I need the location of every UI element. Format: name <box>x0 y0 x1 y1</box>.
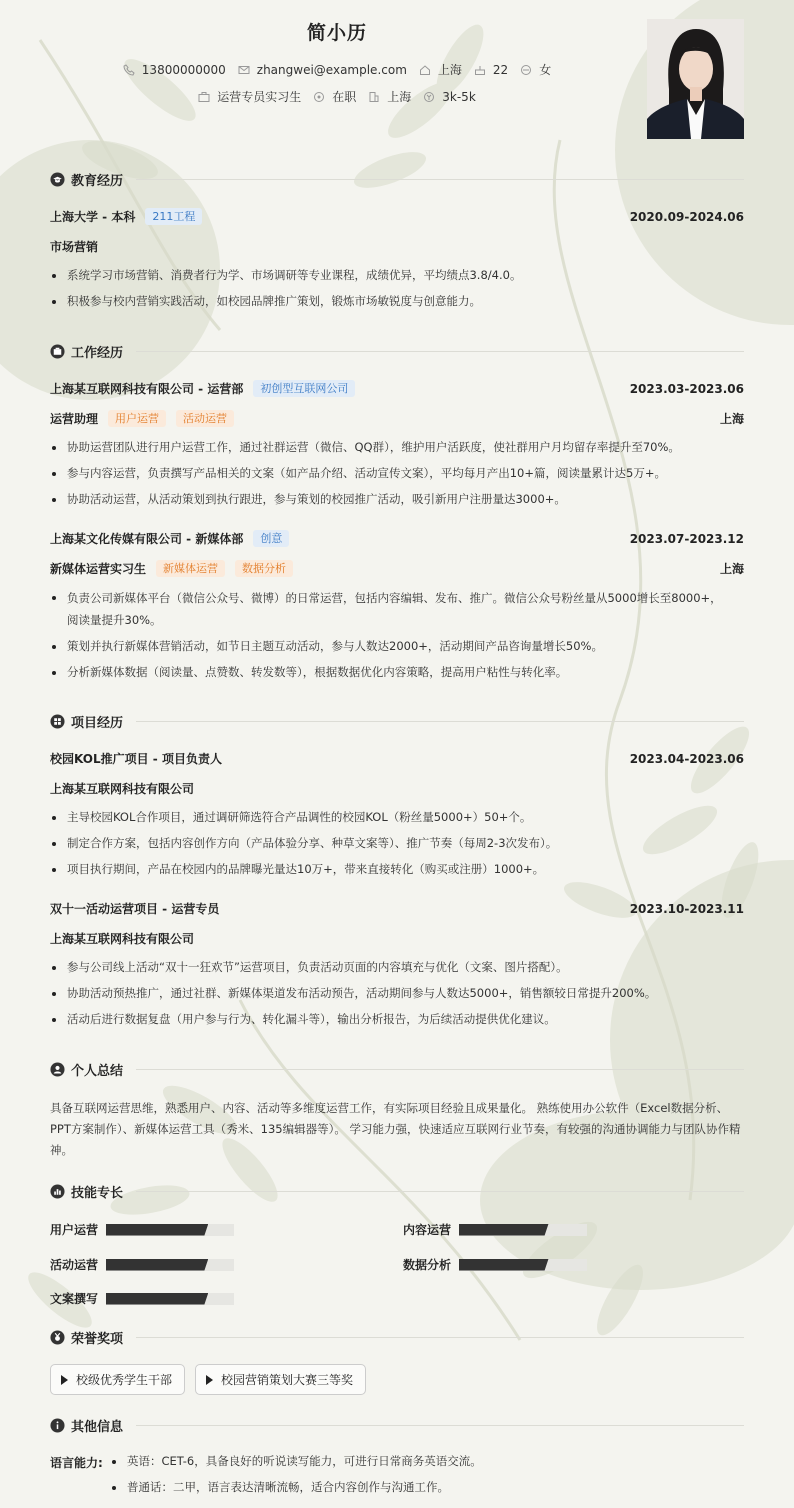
phone-text: 13800000000 <box>141 62 226 77</box>
list-item: 协助运营团队进行用户运营工作，通过社群运营（微信、QQ群），维护用户活跃度，使社群用户月均留存率提升至70%。 <box>50 436 730 459</box>
skill-fill <box>106 1259 208 1271</box>
list-item: 活动后进行数据复盘（用户参与行为、转化漏斗等），输出分析报告，为后续活动提供优化建议。 <box>50 1008 730 1031</box>
hometown-text: 上海 <box>437 63 462 77</box>
role-name: 运营助理 <box>50 412 99 426</box>
list-item: 积极参与校内营销实践活动，如校园品牌推广策划，锻炼市场敏锐度与创意能力。 <box>50 290 730 313</box>
skill-fill <box>106 1293 208 1305</box>
education-header-row <box>50 208 744 225</box>
company-tag: 初创型互联网公司 <box>253 380 355 397</box>
skill-label: 内容运营 <box>403 1223 452 1237</box>
status-item <box>313 88 356 105</box>
job-city: 上海 <box>719 562 744 576</box>
project-name: 校园KOL推广项目 - 项目负责人 <box>50 752 222 766</box>
summary-title-text: 个人总结 <box>71 1064 124 1079</box>
awards-title-text: 荣誉奖项 <box>71 1332 124 1347</box>
phone-item <box>123 63 226 77</box>
education-title-text: 教育经历 <box>71 174 124 189</box>
project-org-row <box>50 930 744 947</box>
skill-bar <box>106 1224 234 1236</box>
job-header-row <box>50 530 744 547</box>
awards-section-title <box>50 1328 123 1347</box>
list-item: 项目执行期间，产品在校园内的品牌曝光量达10万+，带来直接转化（购买或注册）1000+。 <box>50 858 730 881</box>
project-date: 2023.04-2023.06 <box>629 751 744 766</box>
skill-item <box>50 1256 234 1273</box>
cake-icon <box>474 64 486 76</box>
salary-text: 3k-5k <box>442 89 476 104</box>
skill-label: 活动运营 <box>50 1258 99 1272</box>
section-divider <box>136 1069 744 1070</box>
briefcase-icon <box>198 91 210 103</box>
company-name: 上海某互联网科技有限公司 - 运营部 <box>50 382 244 396</box>
hometown-item <box>419 61 462 78</box>
company-tag: 创意 <box>253 530 289 547</box>
list-item: 负责公司新媒体平台（微信公众号、微博）的日常运营，包括内容编辑、发布、推广。微信公众号粉丝量从5000增长至8000+，阅读量提升30%。 <box>50 586 730 632</box>
job-city: 上海 <box>719 412 744 426</box>
building-icon <box>368 91 380 103</box>
skill-bar <box>459 1259 587 1271</box>
project-bullets <box>50 806 730 884</box>
gender-text: 女 <box>539 63 552 77</box>
briefcase-section-icon <box>50 344 65 359</box>
skill-item <box>403 1221 587 1238</box>
status-text: 在职 <box>332 90 357 104</box>
summary-section-title <box>50 1060 123 1079</box>
age-text: 22 <box>492 62 509 77</box>
education-date: 2020.09-2024.06 <box>629 209 744 224</box>
work-title-text: 工作经历 <box>71 346 124 361</box>
section-divider <box>136 1337 744 1338</box>
role-row <box>50 560 744 577</box>
language-label: 语言能力: <box>50 1456 103 1470</box>
project-header-row <box>50 750 744 767</box>
major-name: 市场营销 <box>50 240 99 254</box>
grid-icon <box>50 714 65 729</box>
job-intent-row <box>0 88 674 105</box>
skill-label: 文案撰写 <box>50 1292 99 1306</box>
position-text: 运营专员实习生 <box>217 90 302 104</box>
play-icon <box>206 1375 213 1385</box>
skills-section-title <box>50 1182 123 1201</box>
role-tag: 活动运营 <box>176 410 234 427</box>
gender-icon <box>520 64 532 76</box>
education-section-title <box>50 170 123 189</box>
project-org-row <box>50 780 744 797</box>
company-name: 上海某文化传媒有限公司 - 新媒体部 <box>50 532 244 546</box>
project-bullets <box>50 956 730 1034</box>
list-item: 英语：CET-6，具备良好的听说读写能力，可进行日常商务英语交流。 <box>108 1450 708 1473</box>
school-tag: 211工程 <box>145 208 202 225</box>
user-icon <box>50 1062 65 1077</box>
section-divider <box>136 351 744 352</box>
list-item: 协助活动预热推广，通过社群、新媒体渠道发布活动预告，活动期间参与人数达5000+，销售额较日常提升200%。 <box>50 982 730 1005</box>
section-divider <box>136 721 744 722</box>
project-header-row <box>50 900 744 917</box>
skill-label: 用户运营 <box>50 1223 99 1237</box>
project-org: 上海某互联网科技有限公司 <box>50 782 195 796</box>
section-divider <box>136 1191 744 1192</box>
section-divider <box>136 1425 744 1426</box>
info-icon <box>50 1418 65 1433</box>
money-icon <box>423 91 435 103</box>
education-bullets <box>50 264 730 316</box>
role-tag: 数据分析 <box>235 560 293 577</box>
city-text: 上海 <box>387 90 412 104</box>
home-icon <box>419 64 431 76</box>
job-bullets <box>50 586 730 687</box>
list-item: 参与公司线上活动“双十一狂欢节”运营项目，负责活动页面的内容填充与优化（文案、图片搭配）。 <box>50 956 730 979</box>
project-date: 2023.10-2023.11 <box>629 901 744 916</box>
email-item <box>238 63 407 77</box>
job-date: 2023.07-2023.12 <box>629 531 744 546</box>
list-item: 主导校园KOL合作项目，通过调研筛选符合产品调性的校园KOL（粉丝量5000+）50+个。 <box>50 806 730 829</box>
skill-fill <box>459 1224 549 1236</box>
graduation-cap-icon <box>50 172 65 187</box>
city-item <box>368 88 411 105</box>
project-name: 双十一活动运营项目 - 运营专员 <box>50 902 220 916</box>
award-label: 校级优秀学生干部 <box>76 1373 173 1387</box>
project-title-text: 项目经历 <box>71 716 124 731</box>
status-icon <box>313 91 325 103</box>
skill-bar <box>106 1293 234 1305</box>
job-header-row <box>50 380 744 397</box>
role-tag: 用户运营 <box>108 410 166 427</box>
job-date: 2023.03-2023.06 <box>629 381 744 396</box>
project-section-title <box>50 712 123 731</box>
summary-text: 具备互联网运营思维，熟悉用户、内容、活动等多维度运营工作，有实际项目经验且成果量化。 熟练使用办公软件（Excel数据分析、PPT方案制作）、新媒体运营工具（秀米、135编辑器等）。 学习能力强，快速适应互联网行业节奏，有较强的沟通协调能力与团队协作精神。 <box>50 1101 741 1157</box>
role-tag: 新媒体运营 <box>156 560 225 577</box>
section-divider <box>136 179 744 180</box>
award-chip <box>195 1364 366 1395</box>
language-list <box>108 1450 708 1502</box>
list-item: 普通话：二甲，语言表达清晰流畅，适合内容创作与沟通工作。 <box>108 1476 708 1499</box>
salary-item <box>423 90 476 104</box>
list-item: 协助活动运营，从活动策划到执行跟进，参与策划的校园推广活动，吸引新用户注册量达3000+。 <box>50 488 730 511</box>
skill-bar <box>459 1224 587 1236</box>
contact-row <box>0 61 674 78</box>
school-name: 上海大学 - 本科 <box>50 210 136 224</box>
project-org: 上海某互联网科技有限公司 <box>50 932 195 946</box>
role-row <box>50 410 744 427</box>
chart-icon <box>50 1184 65 1199</box>
skill-item <box>403 1256 587 1273</box>
work-section-title <box>50 342 123 361</box>
candidate-name: 简小历 <box>306 22 367 44</box>
list-item: 系统学习市场营销、消费者行为学、市场调研等专业课程，成绩优异，平均绩点3.8/4.0。 <box>50 264 730 287</box>
skill-fill <box>459 1259 549 1271</box>
major-row <box>50 238 744 255</box>
skill-item <box>50 1290 234 1307</box>
list-item: 策划并执行新媒体营销活动，如节日主题互动活动，参与人数达2000+，活动期间产品咨询量增长50%。 <box>50 635 730 658</box>
skill-item <box>50 1221 234 1238</box>
email-text: zhangwei@example.com <box>256 62 407 77</box>
list-item: 分析新媒体数据（阅读量、点赞数、转发数等），根据数据优化内容策略，提高用户粘性与转化率。 <box>50 661 730 684</box>
job-bullets <box>50 436 730 514</box>
medal-icon <box>50 1330 65 1345</box>
skill-fill <box>106 1224 208 1236</box>
other-section-title <box>50 1416 123 1435</box>
phone-icon <box>123 64 135 76</box>
award-chip <box>50 1364 185 1395</box>
age-item <box>474 63 508 77</box>
skills-title-text: 技能专长 <box>71 1186 124 1201</box>
list-item: 制定合作方案，包括内容创作方向（产品体验分享、种草文案等）、推广节奏（每周2-3次发布）。 <box>50 832 730 855</box>
award-label: 校园营销策划大赛三等奖 <box>221 1373 354 1387</box>
play-icon <box>61 1375 68 1385</box>
gender-item <box>520 61 551 78</box>
profile-photo <box>647 19 744 139</box>
mail-icon <box>238 64 250 76</box>
skill-label: 数据分析 <box>403 1258 452 1272</box>
skill-bar <box>106 1259 234 1271</box>
role-name: 新媒体运营实习生 <box>50 562 147 576</box>
list-item: 参与内容运营，负责撰写产品相关的文案（如产品介绍、活动宣传文案），平均每月产出10+篇，阅读量累计达5万+。 <box>50 462 730 485</box>
position-item <box>198 88 301 105</box>
other-title-text: 其他信息 <box>71 1420 124 1435</box>
